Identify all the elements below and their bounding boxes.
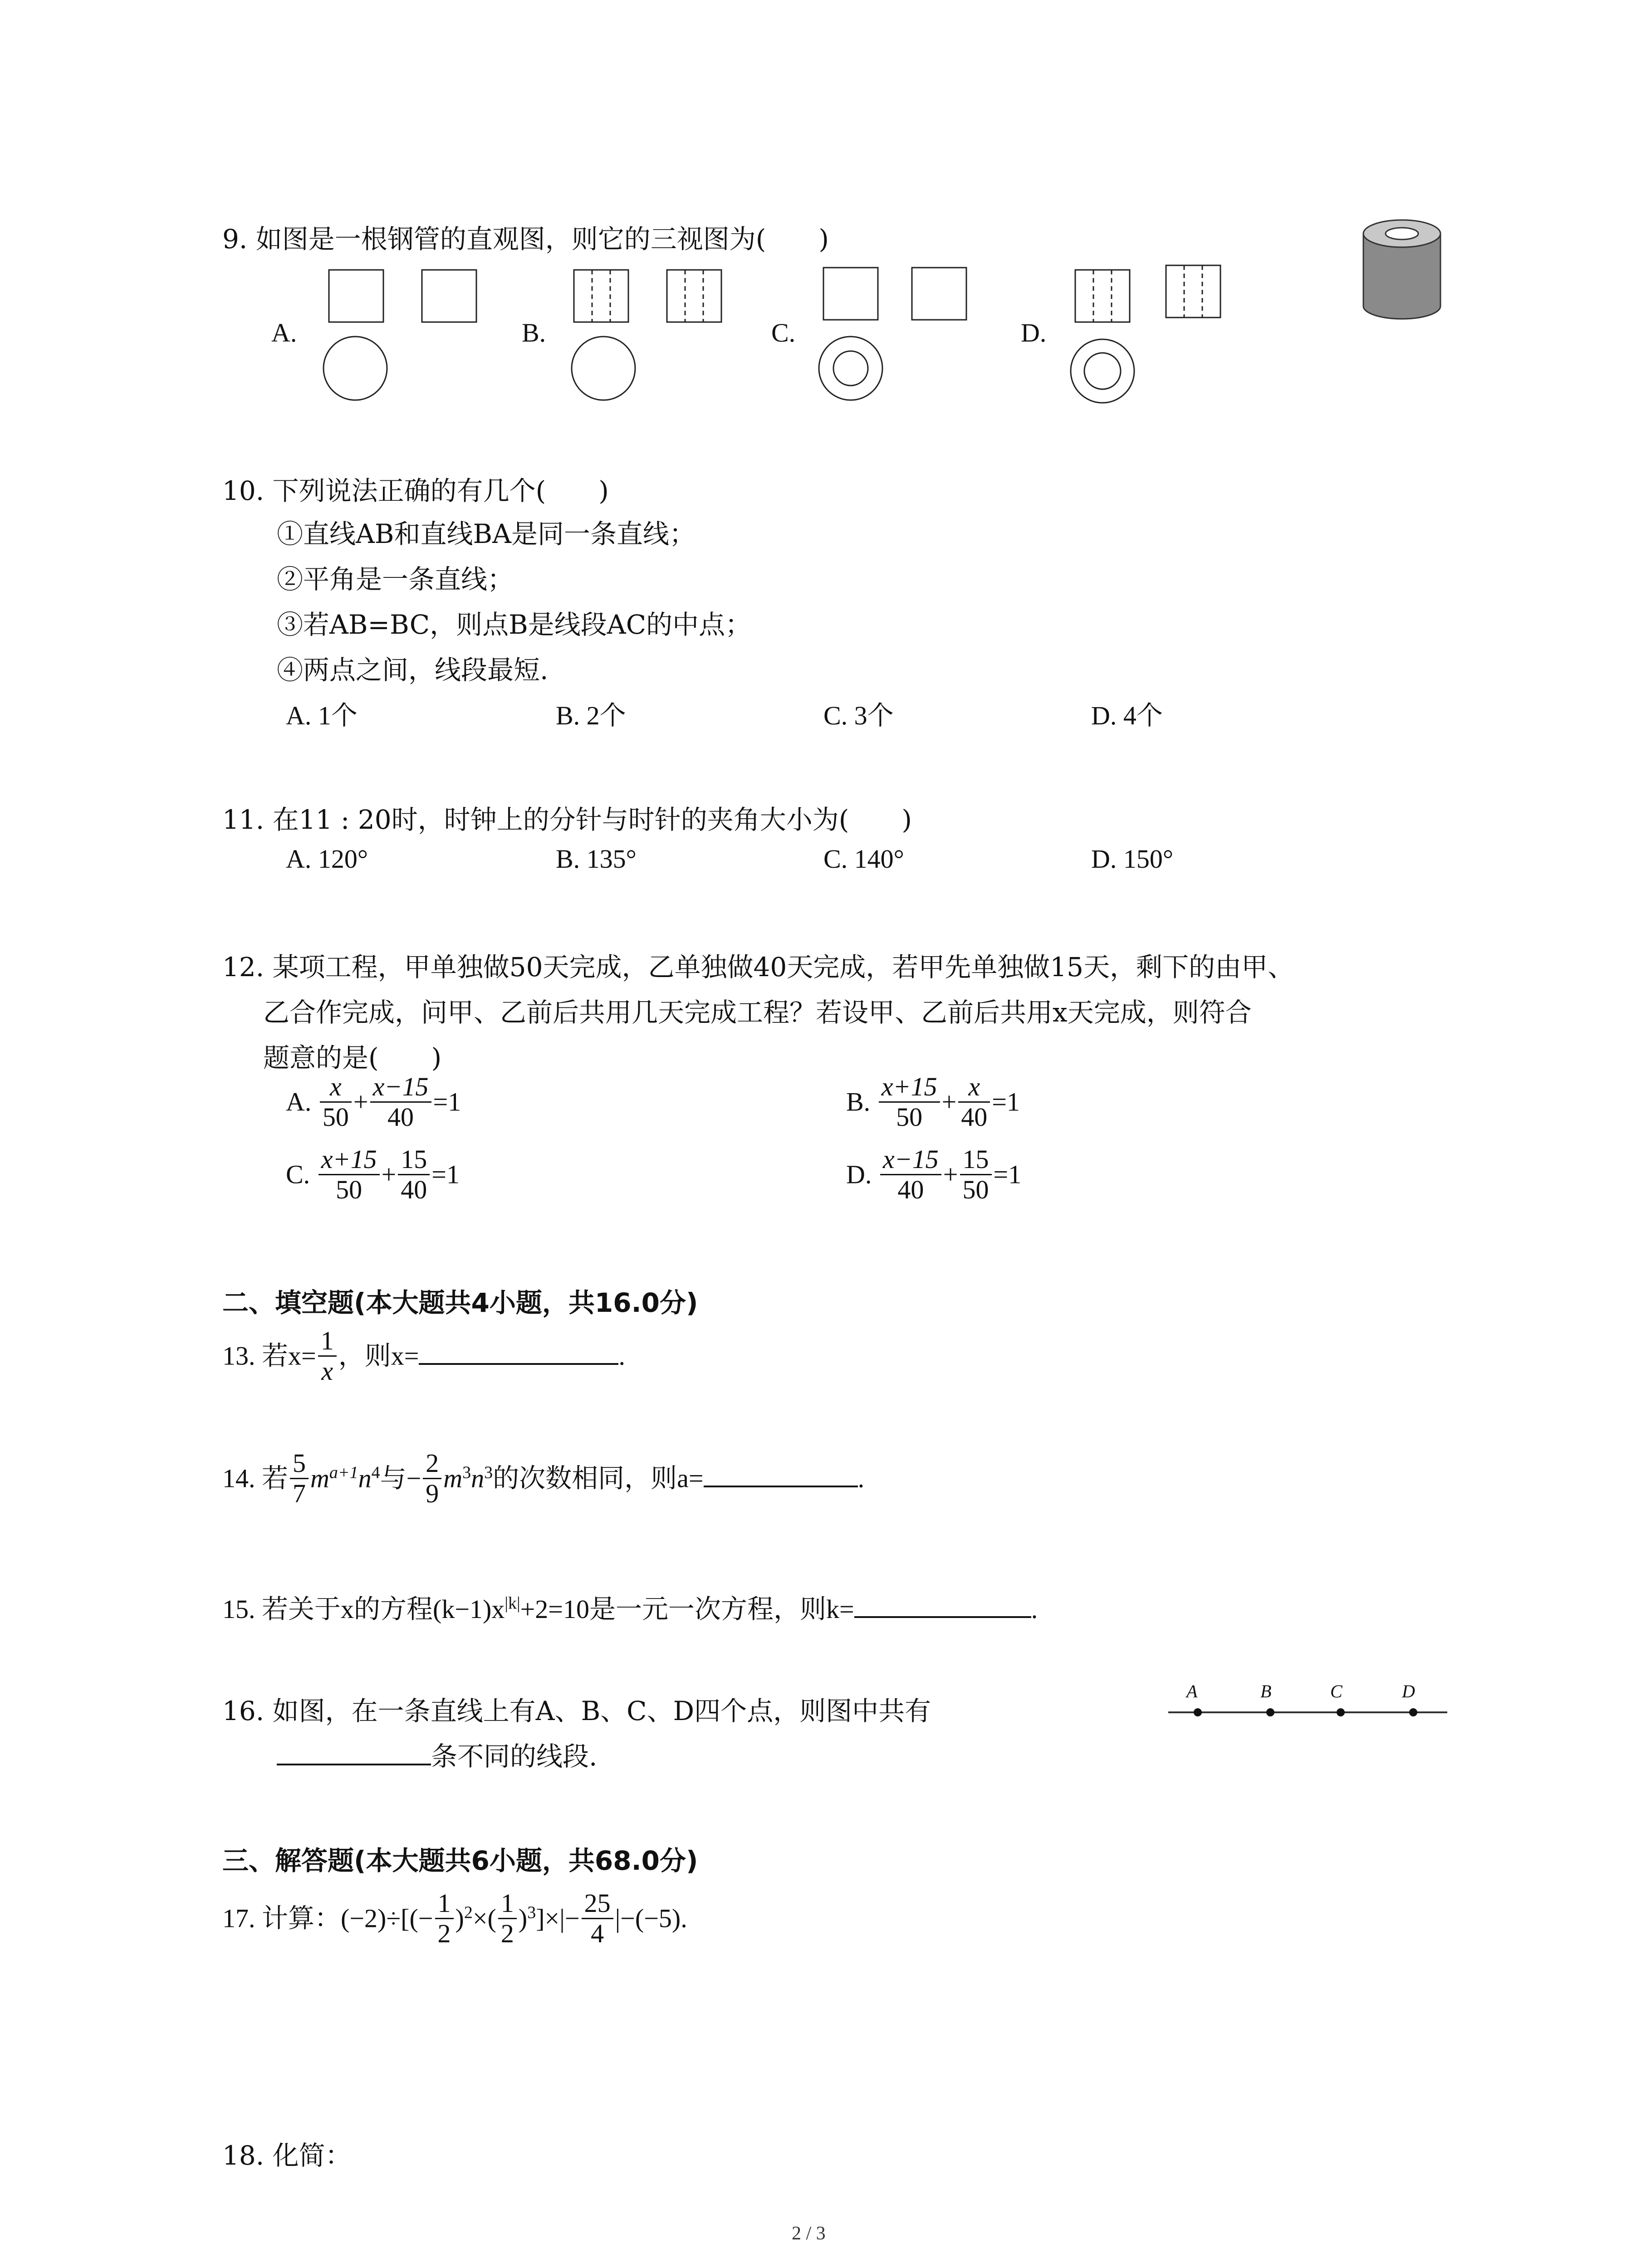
q14-text: 14. 若 $\frac{5}{7}$ $m^{a+1}n^4$与− $\frac{2}{9}$ $m^3n^3$的次数相同，则a= . xyxy=(222,1448,865,1508)
q9-option-d-label: D. xyxy=(1021,318,1047,347)
section-3-heading: 三、解答题(本大题共6小题，共68.0分) xyxy=(222,1845,698,1876)
q9-option-c-label: C. xyxy=(771,318,796,347)
q9-option-b-label: B. xyxy=(522,318,546,347)
q16-line-1: 16. 如图，在一条直线上有A、B、C、D四个点，则图中共有 xyxy=(222,1696,931,1726)
q16-point-b: B xyxy=(1260,1681,1272,1701)
q9-option-a-label: A. xyxy=(271,318,297,347)
q12-option-a: A. $\frac{x}{50}$ + $\frac{x-15}{40}$ =1 xyxy=(286,1072,461,1132)
q12-option-b: B. $\frac{x+15}{50}$ + $\frac{x}{40}$ =1 xyxy=(846,1072,1020,1132)
q12-line-2: 乙合作完成，问甲、乙前后共用几天完成工程？若设甲、乙前后共用x天完成，则符合 xyxy=(263,997,1252,1028)
q10-option-d: D. 4个 xyxy=(1091,701,1163,730)
q10-option-c: C. 3个 xyxy=(823,701,894,730)
page-number: 2 / 3 xyxy=(792,2223,826,2244)
q10-option-a: A. 1个 xyxy=(286,701,358,730)
section-2-heading: 二、填空题(本大题共4小题，共16.0分) xyxy=(222,1287,698,1318)
q10-text: 10. 下列说法正确的有几个( ) xyxy=(222,475,609,506)
q12-line-1: 12. 某项工程，甲单独做50天完成，乙单独做40天完成，若甲先单独做15天，剩下的由甲、 xyxy=(222,952,1294,982)
q18-text: 18. 化简： xyxy=(222,2140,352,2171)
q11-option-c: C. 140° xyxy=(823,844,904,874)
q11-option-a: A. 120° xyxy=(286,844,368,874)
q16-point-a: A xyxy=(1186,1681,1198,1701)
q13-text: 13. 若x= $\frac{1}{x}$ ，则x= . xyxy=(222,1326,625,1386)
q10-statement-4: ④两点之间，线段最短. xyxy=(277,655,549,685)
q11-option-d: D. 150° xyxy=(1091,844,1174,874)
q10-statement-1: ①直线AB和直线BA是同一条直线； xyxy=(277,518,696,549)
q17-text: 17. 计算：(−2)÷[(− $\frac{1}{2}$ )$^2$×( $\frac{1}{2}$ )$^3$]×|− $\frac{25}{4}$ |−(−5). xyxy=(222,1888,687,1948)
q15-text: 15. 若关于x的方程$(k-1)x^{|k|}+2=10$是一元一次方程，则k= . xyxy=(222,1593,1038,1624)
q12-option-d: D. $\frac{x-15}{40}$ + $\frac{15}{50}$ =1 xyxy=(846,1144,1022,1204)
q10-statement-2: ②平角是一条直线； xyxy=(277,564,514,595)
q10-option-b: B. 2个 xyxy=(556,701,626,730)
q9-text: 9. 如图是一根钢管的直观图，则它的三视图为( ) xyxy=(222,224,829,254)
q16-point-c: C xyxy=(1330,1681,1342,1701)
q12-option-c: C. $\frac{x+15}{50}$ + $\frac{15}{40}$ =1 xyxy=(286,1144,460,1204)
q11-text: 11. 在11 : 20时，时钟上的分针与时针的夹角大小为( ) xyxy=(222,804,912,835)
q12-line-3: 题意的是( ) xyxy=(263,1042,442,1073)
q16-line-2-wrap: 条不同的线段. xyxy=(277,1735,597,1773)
q16-point-d: D xyxy=(1402,1681,1415,1701)
q11-option-b: B. 135° xyxy=(556,844,637,874)
q10-statement-3: ③若AB=BC，则点B是线段AC的中点； xyxy=(277,609,752,640)
